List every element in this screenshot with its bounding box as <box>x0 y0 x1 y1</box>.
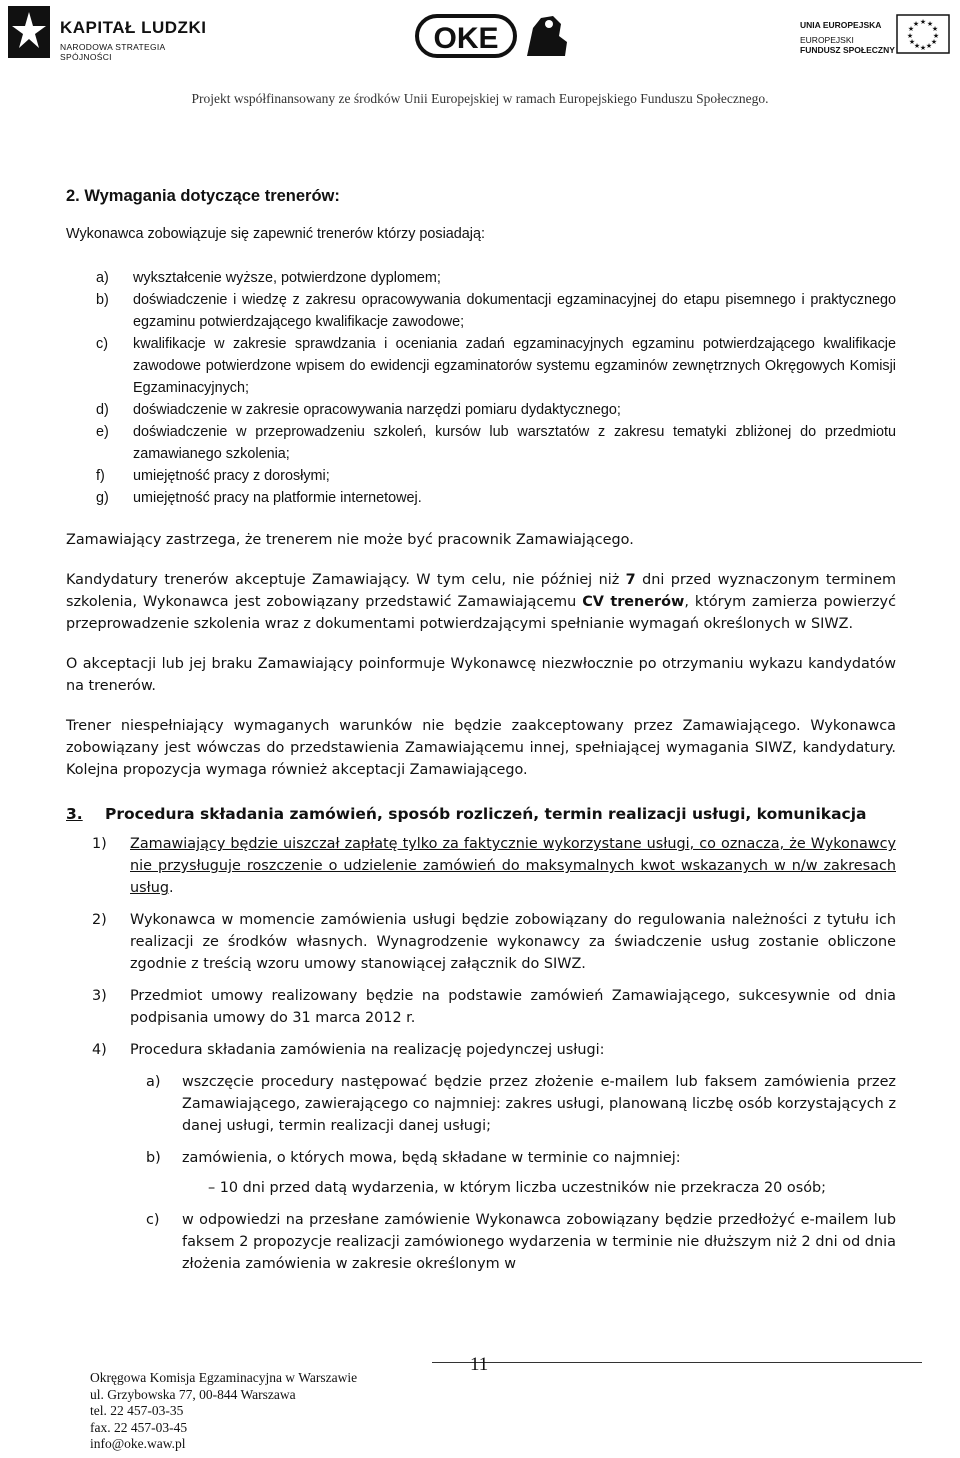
svg-text:★: ★ <box>926 20 934 28</box>
svg-text:★: ★ <box>930 38 938 46</box>
ue-line-2: EUROPEJSKI <box>800 35 854 45</box>
list-item: c) kwalifikacje w zakresie sprawdzania i oceniania zadań egzaminacyjnych egzaminu potwierdzającego kwalifikacje zawodowe potwierdzone wpisem do ewidencji egzaminatorów systemu egzaminów zewnętrznych Okręgowych Komisji Egzaminacyjnych; <box>96 336 896 396</box>
footer-divider <box>432 1362 922 1363</box>
list-item: b) zamówienia, o których mowa, będą składane w terminie co najmniej: <box>146 1150 681 1166</box>
kapital-ludzki-mark-icon <box>8 4 52 60</box>
svg-text:★: ★ <box>907 25 915 33</box>
kl-subtitle: NARODOWA STRATEGIA SPÓJNOŚCI <box>60 42 166 62</box>
section-2-title: 2. Wymagania dotyczące trenerów: <box>66 187 340 205</box>
list-item: c) w odpowiedzi na przesłane zamówienie Wykonawca zobowiązany będzie przedłożyć e-mailem lub faksem 2 propozycje realizacji zamówionego wydarzenia w terminie nie dłuższym niż 2 dni od dnia złożenia zamówienia w zakresie określonym w <box>146 1212 896 1272</box>
order-procedure-sublist <box>66 1071 896 1169</box>
list-item: b) doświadczenie i wiedzę z zakresu opracowywania dokumentacji egzaminacyjnej do etapu pisemnego i praktycznego egzaminu potwierdzającego kwalifikacje zawodowe; <box>96 292 896 330</box>
kapital-ludzki-logo <box>8 4 208 64</box>
list-item: 3) Przedmiot umowy realizowany będzie na podstawie zamówień Zamawiającego, sukcesywnie od dnia podpisania umowy do 31 marca 2012 r. <box>92 988 896 1026</box>
list-item: f) umiejętność pracy z dorosłymi; <box>96 468 330 484</box>
procedure-list <box>66 833 896 1061</box>
document-body <box>66 185 896 1285</box>
svg-text:★: ★ <box>913 42 921 50</box>
section-3-title: 3. Procedura składania zamówień, sposób rozliczeń, termin realizacji usługi, komunikacja <box>66 805 867 823</box>
svg-text:★: ★ <box>919 44 927 52</box>
paragraph-candidate-acceptance: Kandydatury trenerów akceptuje Zamawiający. W tym celu, nie później niż 7 dni przed wyznaczonym terminem szkolenia, Wykonawca jest zobowiązany przedstawić Zamawiającemu CV trenerów, którym zamierza powierzyć przeprowadzenie szkolenia wraz z dokumentami potwierdzającymi spełnianie wymagań określonych w SIWZ. <box>66 572 896 632</box>
ue-line-1: UNIA EUROPEJSKA <box>800 20 882 30</box>
svg-text:★: ★ <box>912 20 920 28</box>
footer-address <box>90 1370 357 1453</box>
dash-item: – 10 dni przed datą wydarzenia, w którym liczba uczestników nie przekracza 20 osób; <box>208 1180 827 1196</box>
kl-title: KAPITAŁ LUDZKI <box>60 18 207 37</box>
svg-text:★: ★ <box>925 42 933 50</box>
list-item: a) wykształcenie wyższe, potwierdzone dyplomem; <box>96 270 441 286</box>
footer-line-5: info@oke.waw.pl <box>90 1436 186 1451</box>
page-number: 11 <box>470 1354 489 1375</box>
footer-line-2: ul. Grzybowska 77, 00-844 Warszawa <box>90 1386 296 1402</box>
footer-line-1: Okręgowa Komisja Egzaminacyjna w Warszawie <box>90 1370 358 1385</box>
eu-flag-icon <box>896 14 950 54</box>
oke-logo-text: OKE <box>433 22 499 55</box>
section-2-intro: Wykonawca zobowiązuje się zapewnić trenerów którzy posiadają: <box>66 226 486 242</box>
trainer-requirements-list <box>66 267 896 509</box>
eu-logo <box>800 14 950 64</box>
oke-logo-icon <box>415 8 575 64</box>
svg-text:★: ★ <box>908 38 916 46</box>
paragraph-acceptance-notice: O akceptacji lub jej braku Zamawiający poinformuje Wykonawcę niezwłocznie po otrzymaniu wykazu kandydatów na trenerów. <box>66 656 896 694</box>
paragraph-trainer-rejection: Trener niespełniający wymaganych warunków nie będzie zaakceptowany przez Zamawiającego. Wykonawca zobowiązany jest wówczas do przedstawienia Zamawiającemu innej, spełniającej wymagania SIWZ, kandydatury. Kolejna propozycja wymaga również akceptacji Zamawiającego. <box>66 718 896 778</box>
ue-line-3: FUNDUSZ SPOŁECZNY <box>800 45 895 55</box>
page-header <box>0 0 960 110</box>
list-item: 1) Zamawiający będzie uiszczał zapłatę tylko za faktycznie wykorzystane usługi, co oznacza, że Wykonawcy nie przysługuje roszczenie o udzielenie zamówień do maksymalnych kwot wskazanych w n/w zakresach usług. <box>92 836 896 896</box>
footer-line-4: fax. 22 457-03-45 <box>90 1419 188 1435</box>
svg-text:★: ★ <box>931 25 939 33</box>
svg-text:★: ★ <box>906 32 914 40</box>
list-item: 2) Wykonawca w momencie zamówienia usługi będzie zobowiązany do regulowania należności z tytułu ich realizacji ze środków własnych. Wynagrodzenie wykonawcy za świadczenie usług zostanie obliczone zgodnie z treścią wzoru umowy stanowiącej załącznik do SIWZ. <box>92 912 896 972</box>
paragraph-employee-restriction: Zamawiający zastrzega, że trenerem nie może być pracownik Zamawiającego. <box>66 532 634 548</box>
project-funding-line: Projekt współfinansowany ze środków Unii Europejskiej w ramach Europejskiego Funduszu Społecznego. <box>191 91 769 106</box>
oke-logo <box>415 8 575 64</box>
footer-line-3: tel. 22 457-03-35 <box>90 1403 184 1418</box>
svg-text:★: ★ <box>932 32 940 40</box>
list-item: d) doświadczenie w zakresie opracowywania narzędzi pomiaru dydaktycznego; <box>96 402 621 418</box>
list-item: 4) Procedura składania zamówienia na realizację pojedynczej usługi: <box>92 1042 605 1058</box>
list-item: e) doświadczenie w przeprowadzeniu szkoleń, kursów lub warsztatów z zakresu tematyki zbliżonej do przedmiotu zamawianego szkolenia; <box>96 424 896 462</box>
list-item: g) umiejętność pracy na platformie internetowej. <box>96 490 422 506</box>
order-procedure-sublist-cont <box>66 1209 896 1275</box>
svg-text:★: ★ <box>919 18 927 26</box>
list-item: a) wszczęcie procedury następować będzie przez złożenie e-mailem lub faksem zamówienia przez Zamawiającego, zawierającego co najmniej: zakres usługi, planowaną liczbę osób korzystających z danej usługi, termin realizacji danej usługi; <box>146 1074 896 1134</box>
